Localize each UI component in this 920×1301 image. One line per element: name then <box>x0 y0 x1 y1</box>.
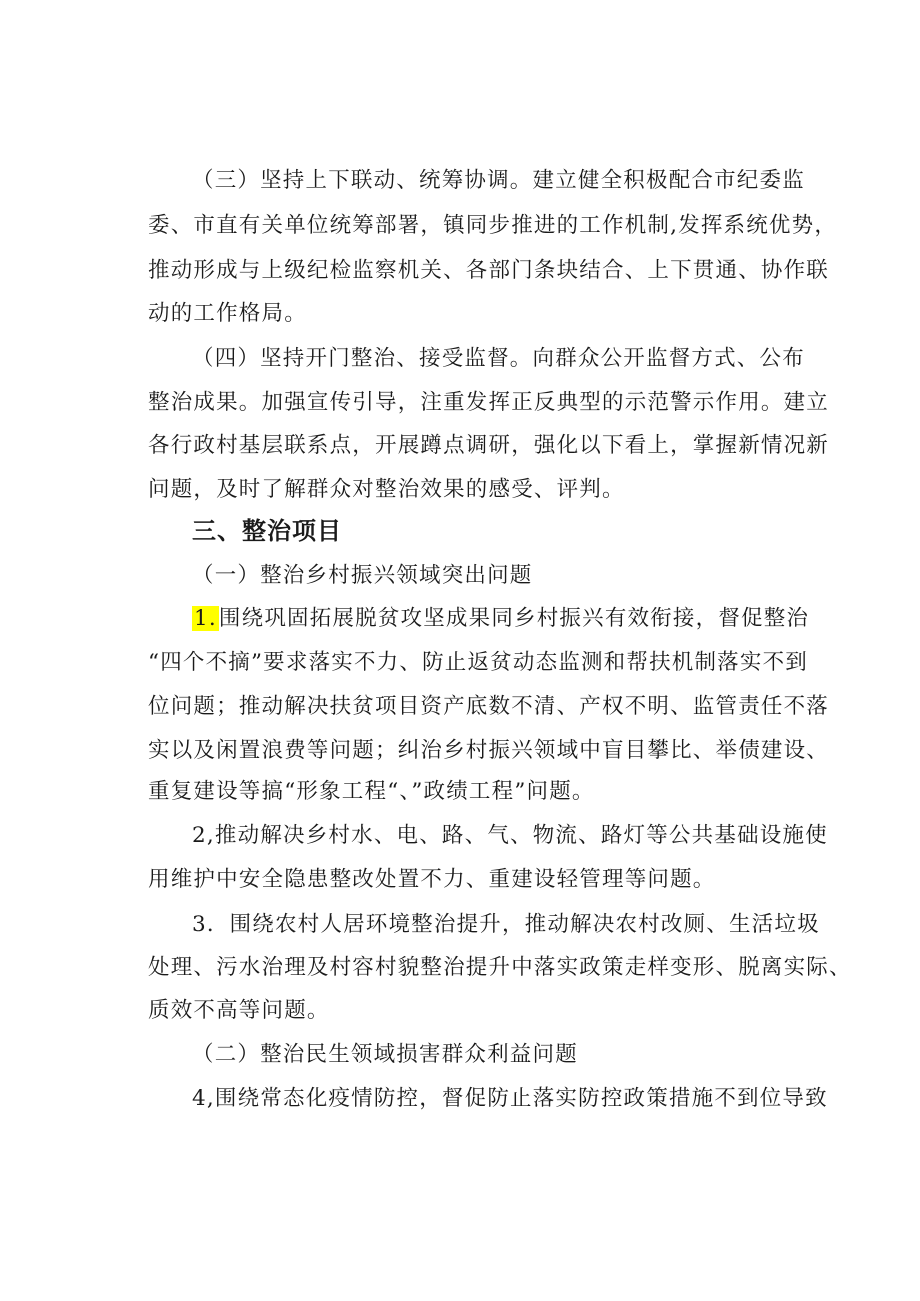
subsection-heading-2: （二）整治民生领域损害群众利益问题 <box>192 1042 578 1067</box>
para3-line-3: 推动形成与上级纪检监察机关、各部门条块结合、上下贯通、协作联 <box>148 258 830 283</box>
para3-line-4: 动的工作格局。 <box>148 301 307 326</box>
subsection-heading-1: （一）整治乡村振兴领域突出问题 <box>192 563 533 588</box>
item1-line-4: 实以及闲置浪费等问题；纠治乡村振兴领域中盲目攀比、举债建设、 <box>148 738 830 763</box>
para4-line-4: 问题，及时了解群众对整治效果的感受、评判。 <box>148 477 625 502</box>
para4-line-3: 各行政村基层联系点，开展蹲点调研，强化以下看上，掌握新情况新 <box>148 433 830 458</box>
para3-line-2: 委、市直有关单位统筹部署，镇同步推进的工作机制,发挥系统优势， <box>148 213 838 238</box>
item4-line-1: 4,围绕常态化疫情防控，督促防止落实防控政策措施不到位导致 <box>192 1086 828 1111</box>
item1-line-5: 重复建设等搞“形象工程“、”政绩工程”问题。 <box>148 779 595 804</box>
para3-line-1: （三）坚持上下联动、统筹协调。建立健全积极配合市纪委监 <box>192 168 805 193</box>
item2-line-1: 2,推动解决乡村水、电、路、气、物流、路灯等公共基础设施使 <box>192 823 828 848</box>
item1-line-3: 位问题；推动解决扶贫项目资产底数不清、产权不明、监管责任不落 <box>148 694 830 719</box>
item1-line-2: “四个不摘”要求落实不力、防止返贫动态监测和帮扶机制落实不到 <box>148 650 808 675</box>
item1-number-highlight: 1. <box>194 606 217 631</box>
item3-line-1: 3．围绕农村人居环境整治提升，推动解决农村改厕、生活垃圾 <box>192 912 820 937</box>
item3-line-2: 处理、污水治理及村容村貌整治提升中落实政策走样变形、脱离实际、 <box>148 955 852 980</box>
section-heading: 三、整治项目 <box>192 517 342 545</box>
item1-line-1-text: 围绕巩固拓展脱贫攻坚成果同乡村振兴有效衔接，督促整治 <box>218 606 810 631</box>
item2-line-2: 用维护中安全隐患整改处置不力、重建设轻管理等问题。 <box>148 867 716 892</box>
item3-line-3: 质效不高等问题。 <box>148 998 330 1023</box>
para4-line-2: 整治成果。加强宣传引导，注重发挥正反典型的示范警示作用。建立 <box>148 390 830 415</box>
item1-line-1 <box>192 604 852 634</box>
para4-line-1: （四）坚持开门整治、接受监督。向群众公开监督方式、公布 <box>192 346 805 371</box>
